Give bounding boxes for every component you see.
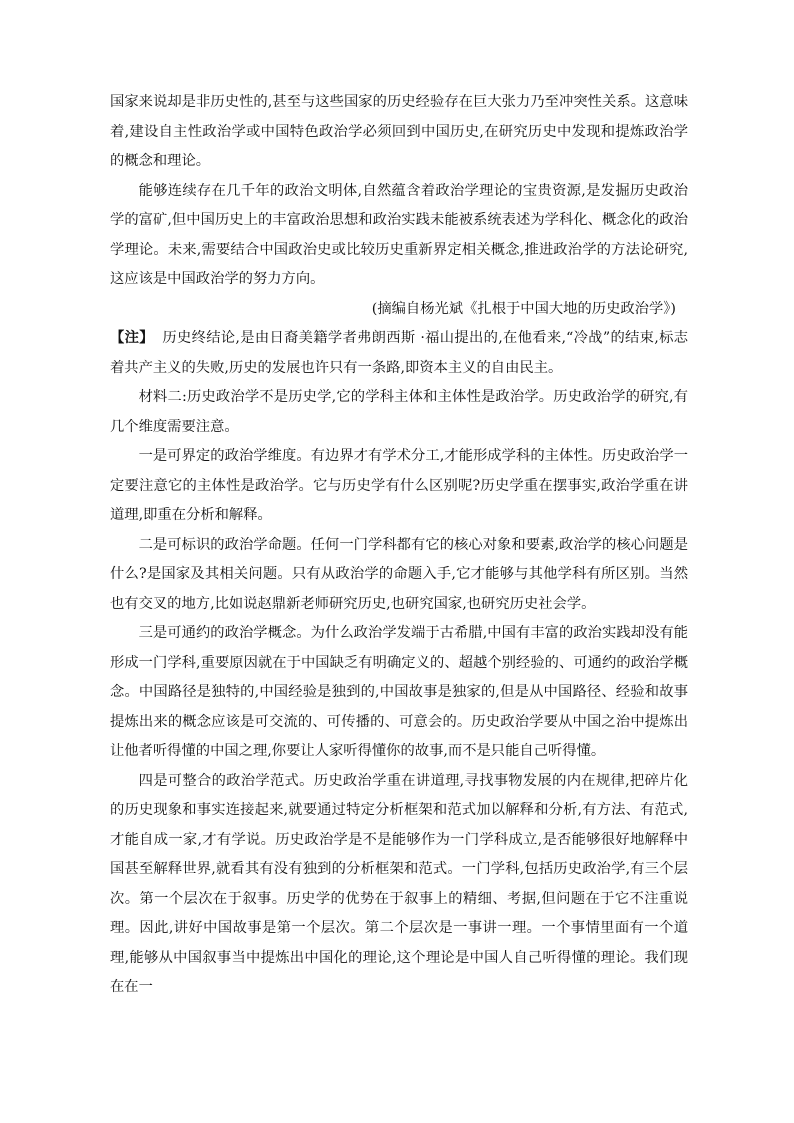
note-paragraph bbox=[110, 324, 688, 383]
note-text: 历史终结论,是由日裔美籍学者弗朗西斯 ·福山提出的,在他看来,“冷战”的结束,标志着共产主义的失败,历史的发展也许只有一条路,即资本主义的自由民主。 bbox=[110, 330, 688, 376]
paragraph-dimension-1: 一是可界定的政治学维度。有边界才有学术分工,才能形成学科的主体性。历史政治学一定要注意它的主体性是政治学。它与历史学有什么区别呢?历史学重在摆事实,政治学重在讲道理,即重在分析和解释。 bbox=[110, 448, 688, 523]
paragraph-2: 能够连续存在几千年的政治文明体,自然蕴含着政治学理论的宝贵资源,是发掘历史政治学的富矿,但中国历史上的丰富政治思想和政治实践未能被系统表述为学科化、概念化的政治学理论。未来,需要结合中国政治史或比较历史重新界定相关概念,推进政治学的方法论研究,这应该是中国政治学的努力方向。 bbox=[110, 182, 688, 287]
document-page bbox=[110, 88, 688, 1003]
paragraph-1: 国家来说却是非历史性的,甚至与这些国家的历史经验存在巨大张力乃至冲突性关系。这意味着,建设自主性政治学或中国特色政治学必须回到中国历史,在研究历史中发现和提炼政治学的概念和理论。 bbox=[110, 94, 688, 169]
paragraph-dimension-4: 四是可整合的政治学范式。历史政治学重在讲道理,寻找事物发展的内在规律,把碎片化的历史现象和事实连接起来,就要通过特定分析框架和范式加以解释和分析,有方法、有范式,才能自成一家,才有学说。历史政治学是不是能够作为一门学科成立,是否能够很好地解释中国甚至解释世界,就看其有没有独到的分析框架和范式。一门学科,包括历史政治学,有三个层次。第一个层次在于叙事。历史学的优势在于叙事上的精细、考据,但问题在于它不注重说理。因此,讲好中国故事是第一个层次。第二个层次是一事讲一理。一个事情里面有一个道理,能够从中国叙事当中提炼出中国化的理论,这个理论是中国人自己听得懂的理论。我们现在在一 bbox=[110, 772, 688, 995]
note-label: 【注】 bbox=[110, 330, 154, 346]
paragraph-dimension-2: 二是可标识的政治学命题。任何一门学科都有它的核心对象和要素,政治学的核心问题是什么?是国家及其相关问题。只有从政治学的命题入手,它才能够与其他学科有所区别。当然也有交叉的地方,比如说赵鼎新老师研究历史,也研究国家,也研究历史社会学。 bbox=[110, 536, 688, 612]
paragraph-dimension-3: 三是可通约的政治学概念。为什么政治学发端于古希腊,中国有丰富的政治实践却没有能形成一门学科,重要原因就在于中国缺乏有明确定义的、超越个别经验的、可通约的政治学概念。中国路径是独特的,中国经验是独到的,中国故事是独家的,但是从中国路径、经验和故事提炼出来的概念应该是可交流的、可传播的、可意会的。历史政治学要从中国之治中提炼出让他者听得懂的中国之理,你要让人家听得懂你的故事,而不是只能自己听得懂。 bbox=[110, 625, 688, 759]
source-citation: (摘编自杨光斌《扎根于中国大地的历史政治学》) bbox=[371, 300, 676, 317]
paragraph-material-2: 材料二:历史政治学不是历史学,它的学科主体和主体性是政治学。历史政治学的研究,有几个维度需要注意。 bbox=[110, 389, 688, 435]
